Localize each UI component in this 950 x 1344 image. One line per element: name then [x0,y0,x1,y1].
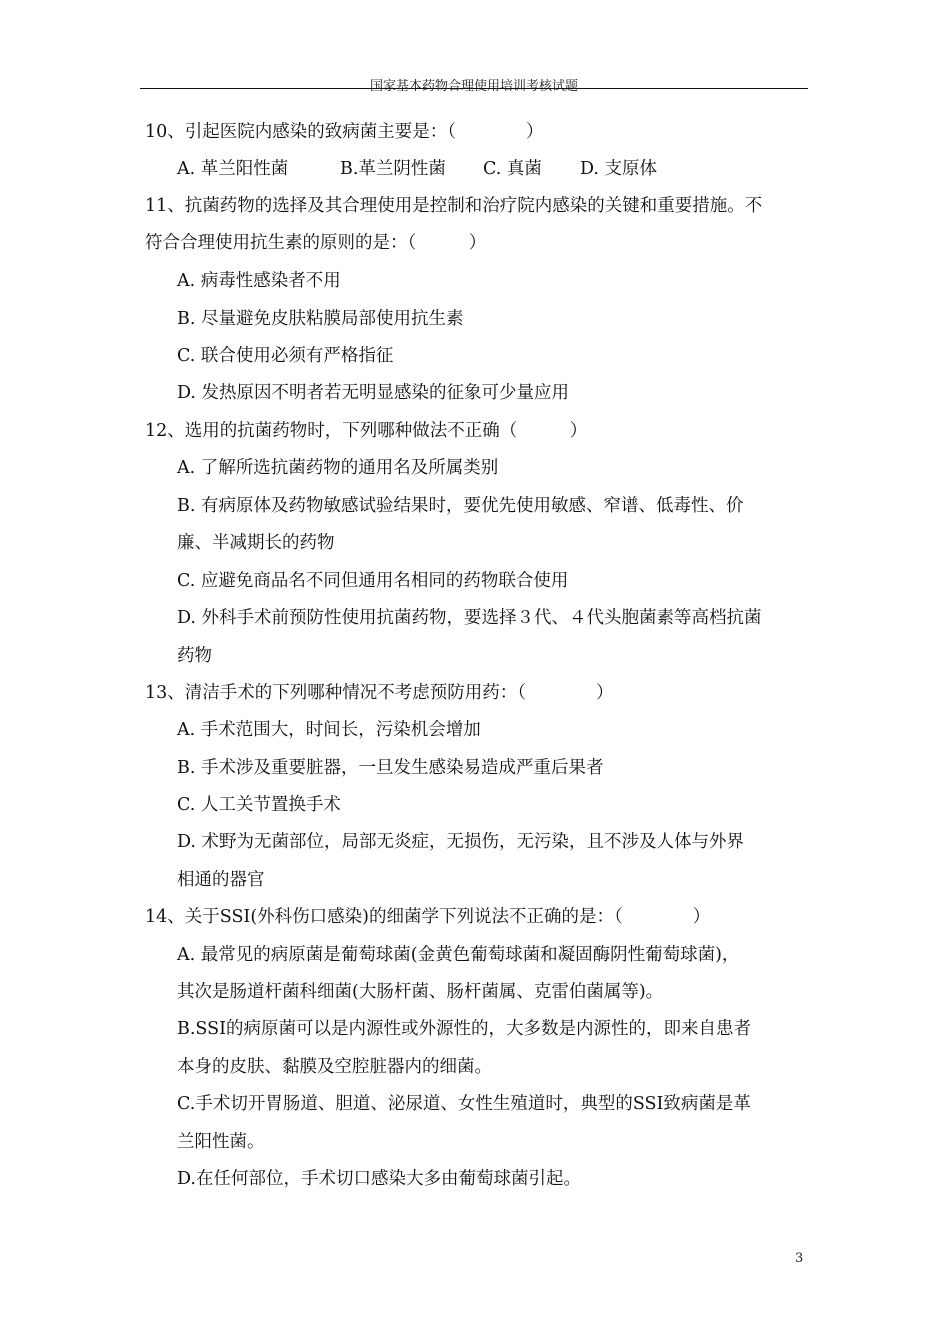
question-12-option-d-line-1: D. 外科手术前预防性使用抗菌药物，要选择３代、４代头胞菌素等高档抗菌 [177,608,762,628]
question-11-option-c: C. 联合使用必须有严格指征 [177,346,394,366]
question-13-option-c: C. 人工关节置换手术 [177,795,341,815]
question-10-option-c: C. 真菌 [483,159,542,179]
page-header-title: 国家基本药物合理使用培训考核试题 [369,79,578,94]
question-11-stem-line-1: 11、抗菌药物的选择及其合理使用是控制和治疗院内感染的关键和重要措施。不 [145,196,763,216]
question-14-option-d: D.在任何部位，手术切口感染大多由葡萄球菌引起。 [177,1169,581,1189]
question-14-option-c-line-1: C.手术切开胃肠道、胆道、泌尿道、女性生殖道时，典型的SSI致病菌是革 [177,1094,751,1114]
question-11-option-d: D. 发热原因不明者若无明显感染的征象可少量应用 [177,383,570,403]
question-11-stem-line-2: 符合合理使用抗生素的原则的是：（ ） [145,233,487,253]
question-10-option-a: A. 革兰阳性菌 [177,159,289,179]
question-13-option-b: B. 手术涉及重要脏器，一旦发生感染易造成严重后果者 [177,758,604,778]
header-rule [140,88,808,89]
question-12-stem: 12、选用的抗菌药物时，下列哪种做法不正确（ ） [145,421,588,441]
question-13-stem: 13、清洁手术的下列哪种情况不考虑预防用药：（ ） [145,683,614,703]
question-14-option-a-line-1: A. 最常见的病原菌是葡萄球菌(金黄色葡萄球菌和凝固酶阴性葡萄球菌)， [177,945,740,965]
question-14-option-b-line-1: B.SSI的病原菌可以是内源性或外源性的，大多数是内源性的，即来自患者 [177,1019,752,1039]
question-14-option-b-line-2: 本身的皮肤、黏膜及空腔脏器内的细菌。 [177,1057,492,1077]
question-10-stem: 10、引起医院内感染的致病菌主要是：（ ） [145,122,544,142]
question-12-option-b-line-2: 廉、半减期长的药物 [177,533,335,553]
question-12-option-d-line-2: 药物 [177,646,212,666]
question-11-option-b: B. 尽量避免皮肤粘膜局部使用抗生素 [177,309,464,329]
question-12-option-c: C. 应避免商品名不同但通用名相同的药物联合使用 [177,571,569,591]
question-10-option-b: B.革兰阴性菌 [340,159,446,179]
question-10-options [177,158,657,180]
question-14-option-c-line-2: 兰阳性菌。 [177,1132,265,1152]
question-14-option-a-line-2: 其次是肠道杆菌科细菌(大肠杆菌、肠杆菌属、克雷伯菌属等)。 [177,982,664,1002]
question-13-option-d-line-1: D. 术野为无菌部位，局部无炎症，无损伤，无污染，且不涉及人体与外界 [177,832,745,852]
question-10-option-d: D. 支原体 [580,159,658,179]
question-12-option-b-line-1: B. 有病原体及药物敏感试验结果时，要优先使用敏感、窄谱、低毒性、价 [177,496,744,516]
question-13-option-d-line-2: 相通的器官 [177,870,265,890]
question-12-option-a: A. 了解所选抗菌药物的通用名及所属类别 [177,458,499,478]
question-14-stem: 14、关于SSI(外科伤口感染)的细菌学下列说法不正确的是：（ ） [145,907,711,927]
question-13-option-a: A. 手术范围大，时间长，污染机会增加 [177,720,481,740]
page-number: 3 [795,1251,804,1266]
question-11-option-a: A. 病毒性感染者不用 [177,271,341,291]
